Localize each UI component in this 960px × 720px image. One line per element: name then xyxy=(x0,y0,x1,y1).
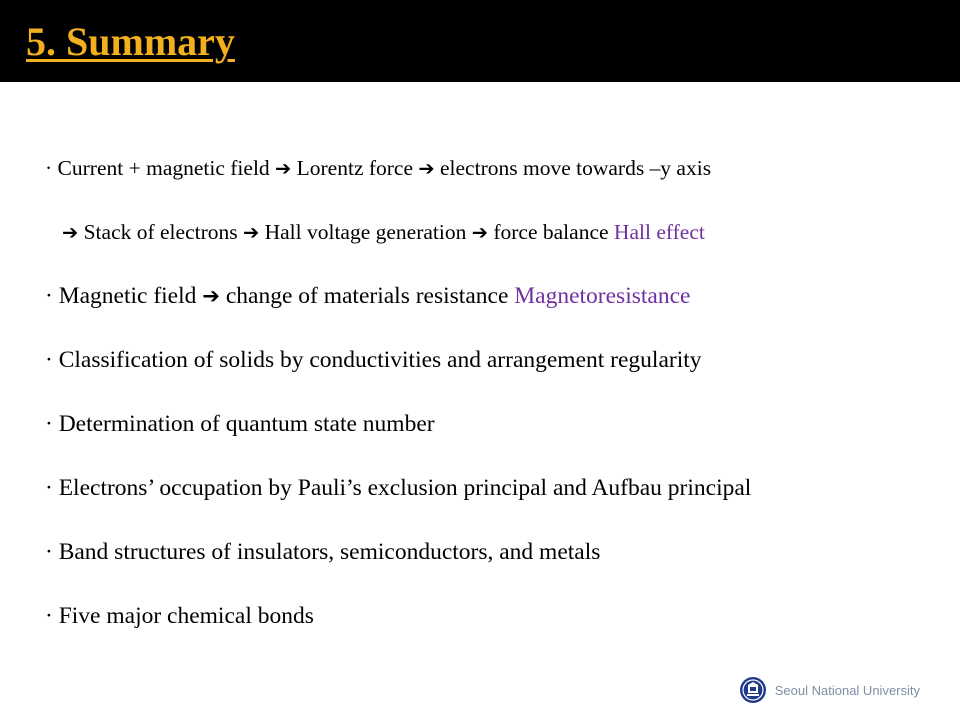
line-text: force balance xyxy=(487,220,614,244)
line-text: Hall voltage generation xyxy=(259,220,472,244)
right-arrow-icon: ➔ xyxy=(62,221,79,244)
snu-emblem-icon xyxy=(739,676,767,704)
summary-line-magnetoresistance xyxy=(45,276,945,340)
line-text: Magnetic field xyxy=(58,283,203,309)
slide-title: 5. Summary xyxy=(26,19,235,64)
summary-list xyxy=(45,148,945,660)
summary-line-classification: · Classification of solids by conductivities and arrangement regularity xyxy=(45,347,702,373)
summary-line-occupation: · Electrons’ occupation by Pauli’s exclusion principal and Aufbau principal xyxy=(45,475,752,501)
line-text: change of materials resistance xyxy=(219,283,515,309)
line-text: electrons move towards –y axis xyxy=(434,156,712,180)
bullet: · xyxy=(45,283,59,309)
bullet: · xyxy=(45,156,58,180)
summary-line-quantum-state: · Determination of quantum state number xyxy=(45,411,435,437)
term-magnetoresistance: Magnetoresistance xyxy=(514,283,691,309)
summary-line-hall xyxy=(45,212,945,276)
term-hall-effect: Hall effect xyxy=(613,220,705,244)
line-text: Lorentz force xyxy=(291,156,419,180)
right-arrow-icon: ➔ xyxy=(202,283,220,308)
institution-name: Seoul National University xyxy=(774,682,920,698)
line-text: Stack of electrons xyxy=(78,220,243,244)
right-arrow-icon: ➔ xyxy=(471,221,488,244)
right-arrow-icon: ➔ xyxy=(275,157,292,180)
line-text: Current + magnetic field xyxy=(57,156,276,180)
summary-line-chemical-bonds: · Five major chemical bonds xyxy=(45,603,314,629)
summary-line-lorentz xyxy=(45,148,945,212)
footer xyxy=(739,676,920,704)
summary-line-band-structures: · Band structures of insulators, semiconductors, and metals xyxy=(45,539,601,565)
right-arrow-icon: ➔ xyxy=(418,157,435,180)
right-arrow-icon: ➔ xyxy=(243,221,260,244)
title-bar xyxy=(0,0,960,82)
